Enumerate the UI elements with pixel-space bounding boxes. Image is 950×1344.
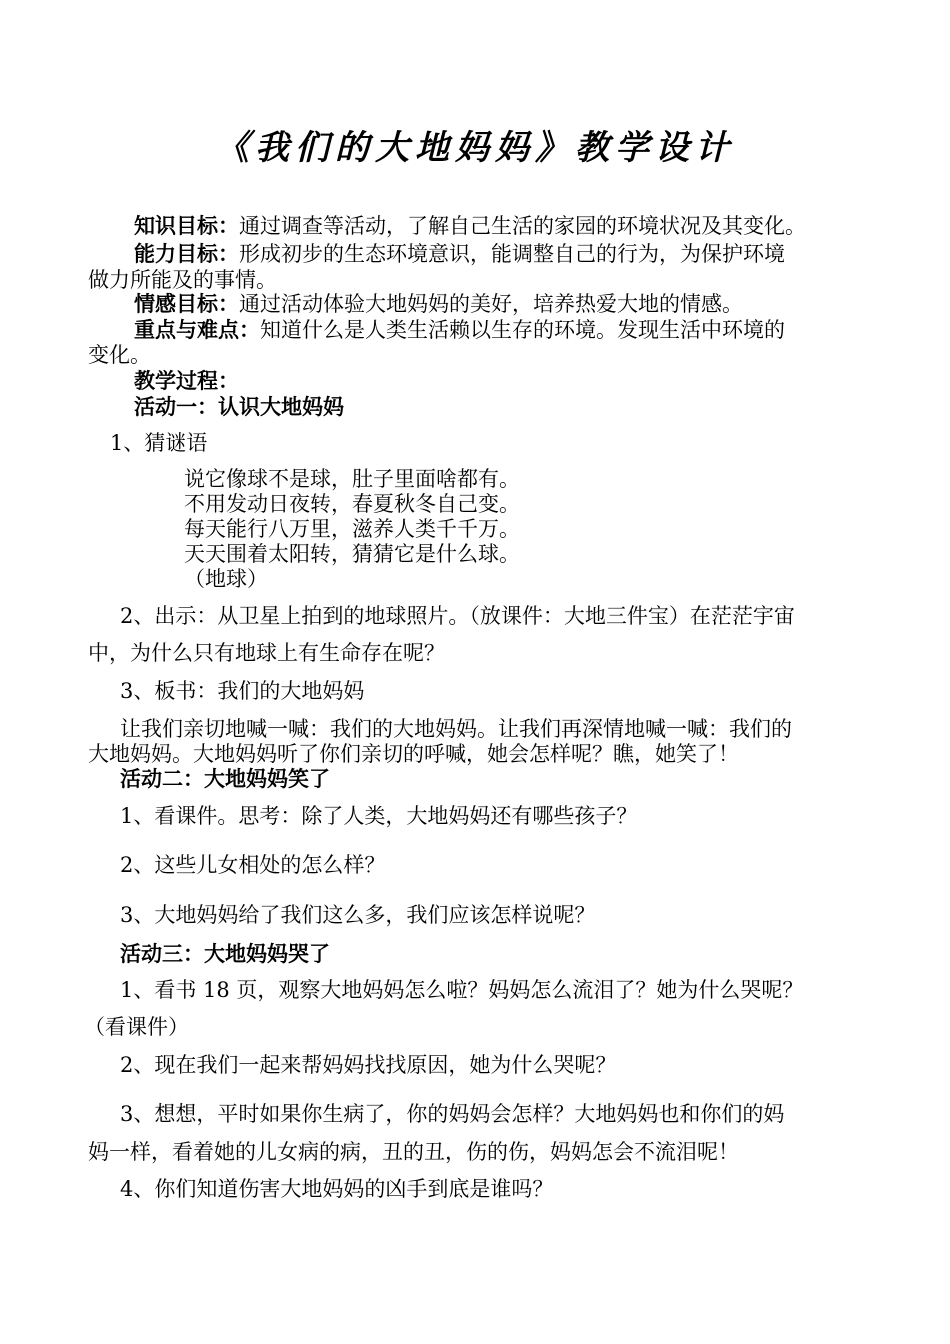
- riddle-line: 不用发动日夜转，春夏秋冬自己变。: [184, 492, 520, 516]
- riddle-line: 说它像球不是球，肚子里面啥都有。: [184, 467, 520, 491]
- activity3-item1-cont: （看课件）: [84, 1015, 189, 1039]
- emotion-goal-label: 情感目标：: [134, 291, 239, 316]
- activity3-item2: 2、现在我们一起来帮妈妈找找原因，她为什么哭呢？: [120, 1053, 617, 1077]
- riddle-line: 天天围着太阳转，猜猜它是什么球。: [184, 542, 520, 566]
- activity1-paragraph-cont: 大地妈妈。大地妈妈听了你们亲切的呼喊，她会怎样呢？瞧，她笑了！: [88, 742, 739, 766]
- activity1-item3: 3、板书：我们的大地妈妈: [120, 679, 365, 703]
- activity1-item2-cont: 中，为什么只有地球上有生命存在呢？: [88, 641, 445, 665]
- activity1-item2: 2、出示：从卫星上拍到的地球照片。（放课件：大地三件宝）在茫茫宇宙: [120, 604, 795, 628]
- emotion-goal: [134, 290, 743, 318]
- activity3-item4: 4、你们知道伤害大地妈妈的凶手到底是谁吗？: [120, 1177, 554, 1201]
- activity2-item1: 1、看课件。思考：除了人类，大地妈妈还有哪些孩子？: [120, 804, 638, 828]
- riddle-answer: （地球）: [184, 567, 268, 591]
- activity2-heading: 活动二：大地妈妈笑了: [120, 766, 330, 791]
- activity3-item3: 3、想想，平时如果你生病了，你的妈妈会怎样？大地妈妈也和你们的妈: [120, 1102, 785, 1126]
- process-heading: 教学过程：: [134, 368, 239, 393]
- key-points-label: 重点与难点：: [134, 317, 260, 342]
- key-points-text-cont: 变化。: [88, 343, 151, 367]
- page-title: 《我们的大地妈妈》教学设计: [215, 128, 735, 168]
- knowledge-goal-label: 知识目标：: [134, 213, 239, 238]
- activity1-item1: 1、猜谜语: [110, 431, 208, 455]
- ability-goal-label: 能力目标：: [134, 241, 239, 266]
- activity3-heading: 活动三：大地妈妈哭了: [120, 941, 330, 966]
- activity3-item3-cont: 妈一样，看着她的儿女病的病，丑的丑，伤的伤，妈妈怎会不流泪呢！: [88, 1140, 739, 1164]
- knowledge-goal: [134, 212, 806, 240]
- activity1-paragraph: 让我们亲切地喊一喊：我们的大地妈妈。让我们再深情地喊一喊：我们的: [120, 717, 792, 741]
- key-points: [134, 316, 785, 344]
- riddle-line: 每天能行八万里，滋养人类千千万。: [184, 517, 520, 541]
- ability-goal-text-cont: 做力所能及的事情。: [88, 268, 277, 292]
- key-points-text: 知道什么是人类生活赖以生存的环境。发现生活中环境的: [260, 318, 785, 342]
- activity3-item1: 1、看书 18 页，观察大地妈妈怎么啦？妈妈怎么流泪了？她为什么哭呢？: [120, 978, 804, 1002]
- activity2-item3: 3、大地妈妈给了我们这么多，我们应该怎样说呢？: [120, 903, 596, 927]
- ability-goal: [134, 240, 785, 268]
- ability-goal-text: 形成初步的生态环境意识，能调整自己的行为，为保护环境: [239, 242, 785, 266]
- emotion-goal-text: 通过活动体验大地妈妈的美好，培养热爱大地的情感。: [239, 292, 743, 316]
- activity2-item2: 2、这些儿女相处的怎么样？: [120, 853, 386, 877]
- activity1-heading: 活动一：认识大地妈妈: [134, 394, 344, 419]
- knowledge-goal-text: 通过调查等活动，了解自己生活的家园的环境状况及其变化。: [239, 214, 806, 238]
